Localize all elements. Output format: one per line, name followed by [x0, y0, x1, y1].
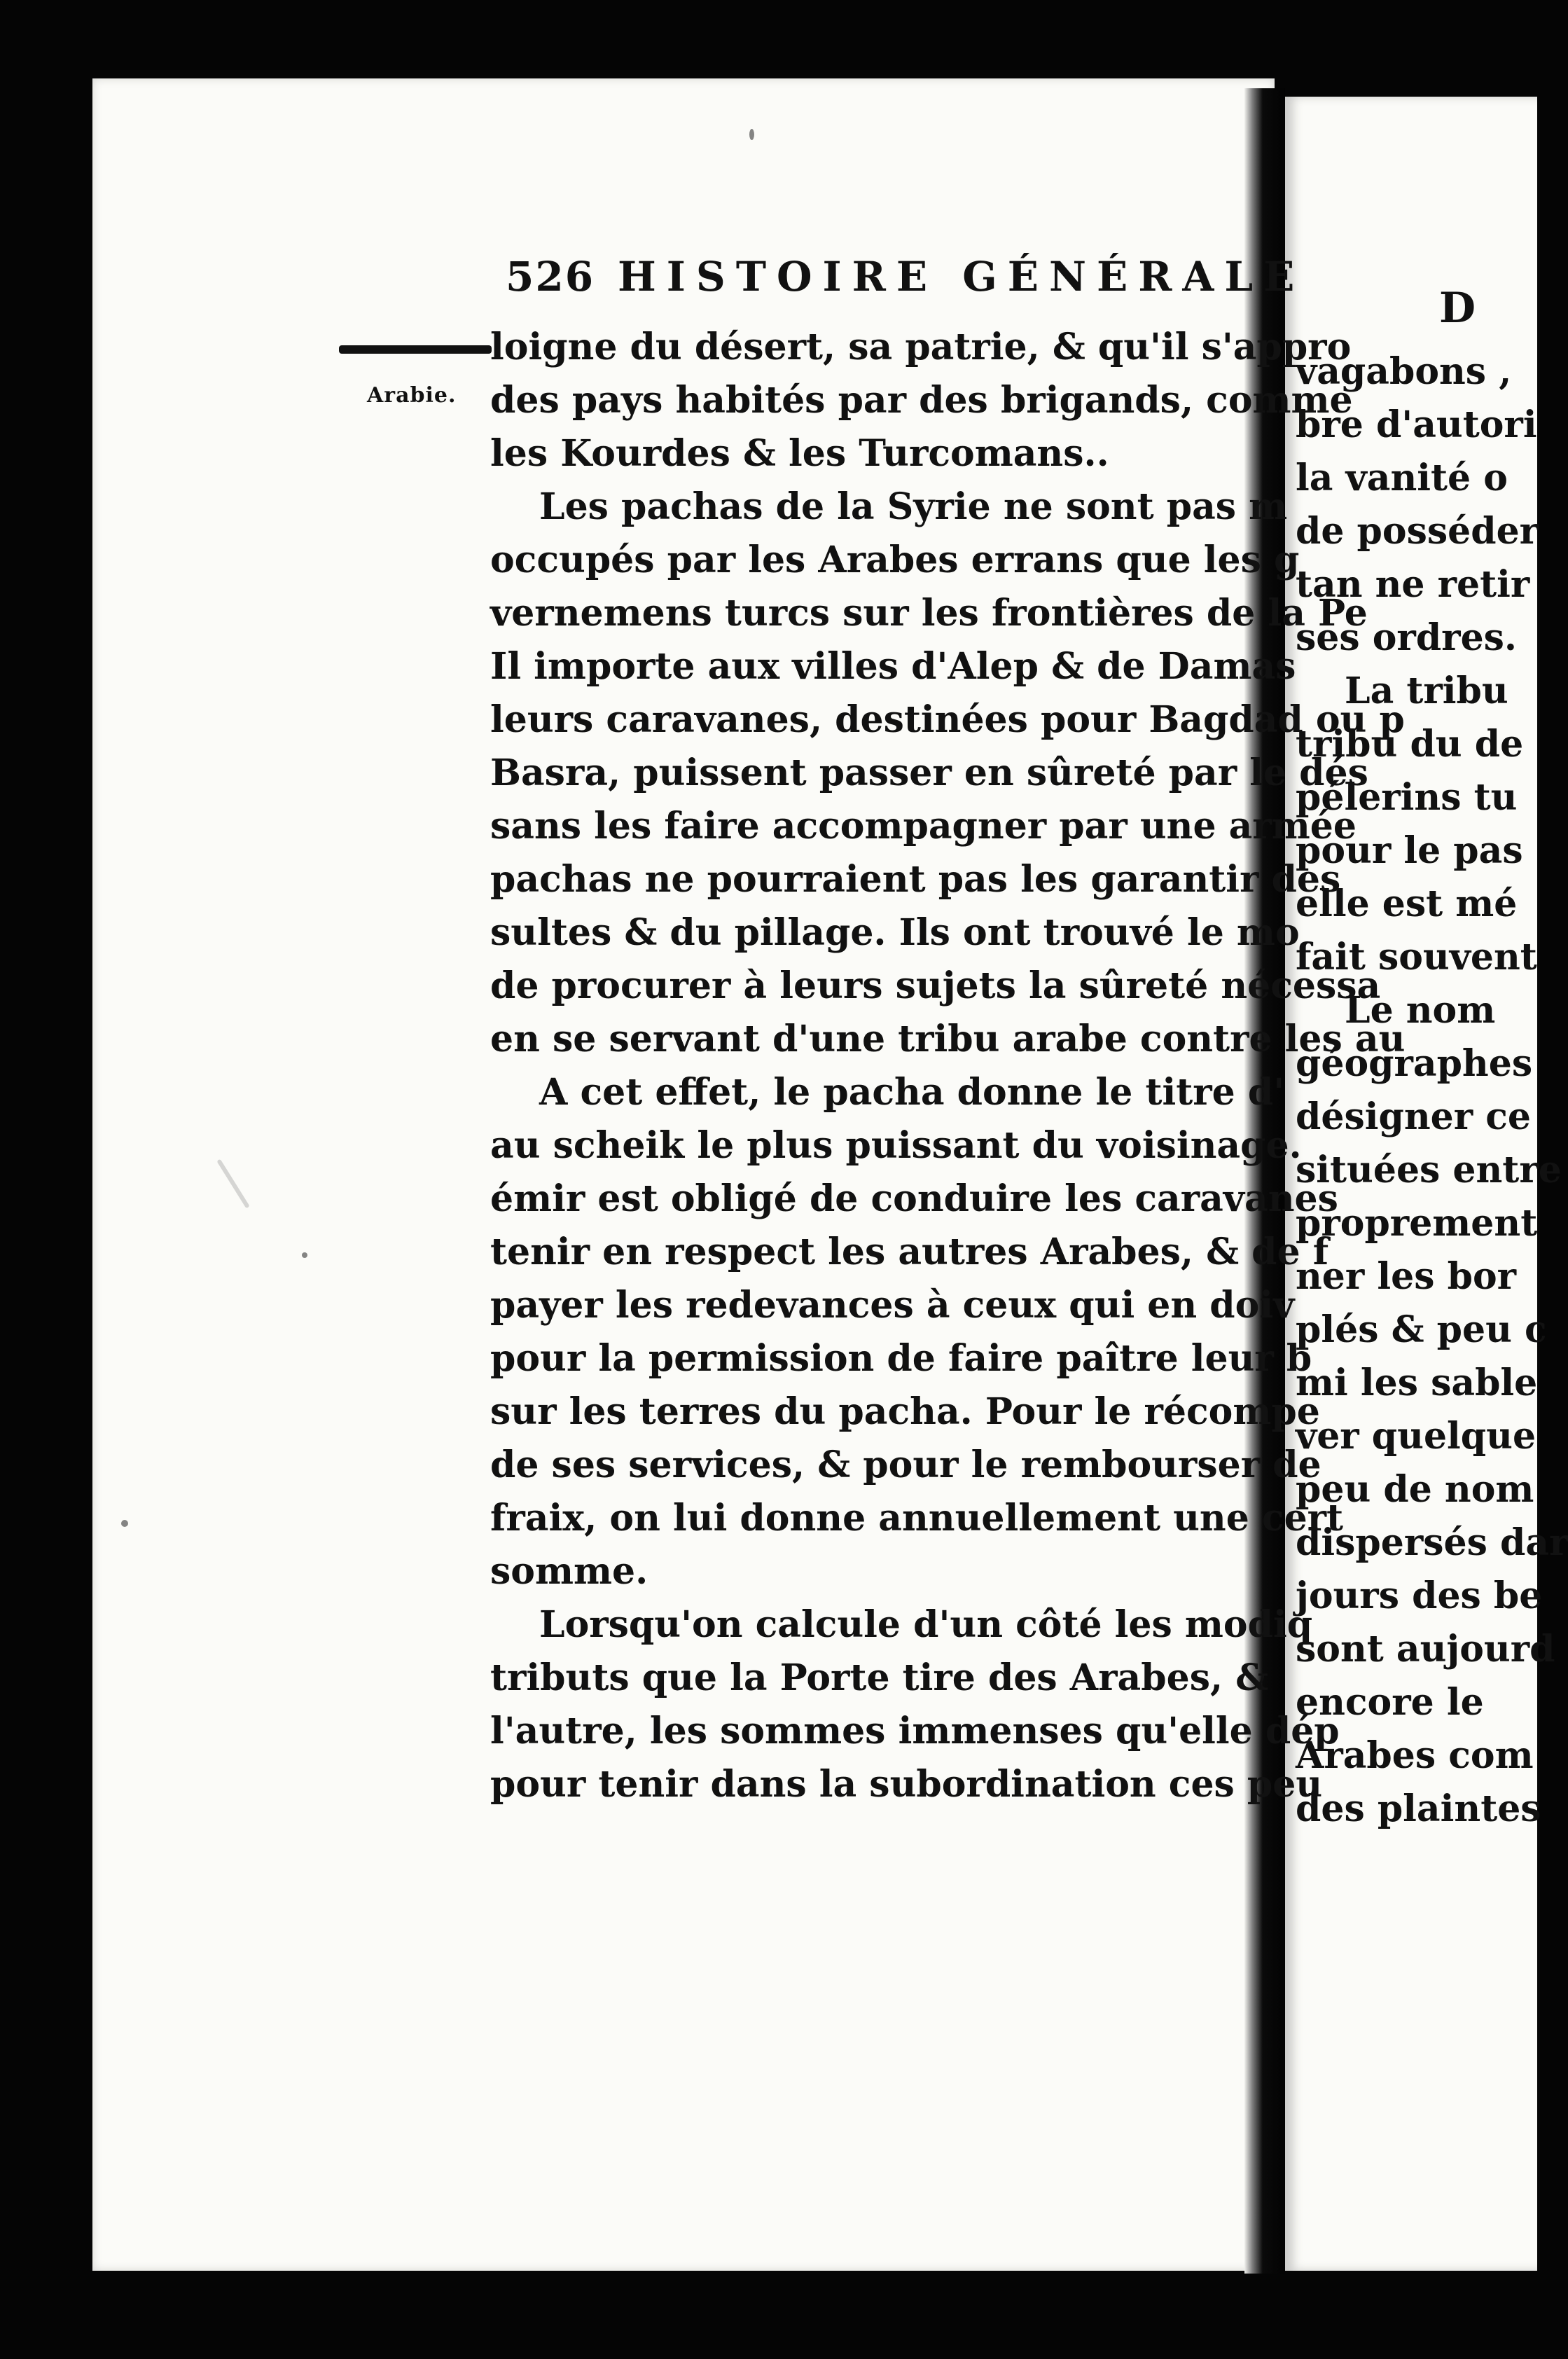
right-text-line: jours des be	[1296, 1575, 1543, 1617]
left-text-line: sans les faire accompagner par une armée	[490, 805, 1357, 848]
right-text-line: fait souvent	[1296, 936, 1537, 978]
right-text-line: la vanité o	[1296, 457, 1508, 499]
scan-speck	[749, 129, 754, 140]
left-text-line: A cet effet, le pacha donne le titre d'	[539, 1071, 1285, 1114]
right-text-line: tribu du de	[1296, 723, 1524, 766]
right-text-line: encore le	[1296, 1681, 1484, 1724]
left-text-line: Lorsqu'on calcule d'un côté les modiq	[539, 1603, 1313, 1646]
right-text-line: Le nom	[1345, 989, 1496, 1032]
scan-speck	[302, 1252, 307, 1258]
right-text-line: elle est mé	[1296, 883, 1518, 925]
right-text-line: pélerins tu	[1296, 776, 1518, 819]
right-text-line: vagabons ,	[1296, 350, 1512, 393]
left-text-line: Il importe aux villes d'Alep & de Damas	[490, 645, 1296, 688]
left-text-line: leurs caravanes, destinées pour Bagdad ou p	[490, 698, 1405, 741]
right-text-line: plés & peu c	[1296, 1308, 1547, 1351]
left-text-line: loigne du désert, sa patrie, & qu'il s'appro	[490, 326, 1352, 368]
right-page-text	[1296, 350, 1568, 1839]
right-text-line: ses ordres.	[1296, 616, 1518, 659]
left-text-line: tributs que la Porte tire des Arabes, &	[490, 1656, 1269, 1699]
right-text-line: désigner ce	[1296, 1095, 1531, 1138]
right-text-line: des plaintes	[1296, 1787, 1541, 1830]
scan-speck	[121, 1520, 128, 1527]
left-text-line: de procurer à leurs sujets la sûreté nécessa	[490, 964, 1381, 1007]
margin-rule	[339, 345, 492, 354]
left-text-line: en se servant d'une tribu arabe contre les au	[490, 1018, 1406, 1060]
left-text-line: somme.	[490, 1550, 648, 1593]
right-text-line: sont aujourd	[1296, 1628, 1555, 1670]
left-text-line: sultes & du pillage. Ils ont trouvé le mo	[490, 911, 1300, 954]
left-text-line: vernemens turcs sur les frontières de la Pe	[490, 592, 1368, 635]
right-text-line: proprement	[1296, 1202, 1538, 1245]
left-text-line: tenir en respect les autres Arabes, & de f	[490, 1231, 1329, 1273]
right-text-line: ner les bor	[1296, 1255, 1517, 1298]
right-text-line: situées entre	[1296, 1149, 1562, 1191]
left-text-line: sur les terres du pacha. Pour le récompe	[490, 1390, 1320, 1433]
left-text-line: pour la permission de faire paître leur b	[490, 1337, 1312, 1380]
left-text-line: pachas ne pourraient pas les garantir des	[490, 858, 1341, 901]
left-text-line: payer les redevances à ceux qui en doiv	[490, 1284, 1295, 1327]
left-text-line: Basra, puissent passer en sûreté par le dés	[490, 752, 1368, 794]
right-text-line: peu de nom	[1296, 1468, 1534, 1511]
right-text-line: tan ne retir	[1296, 563, 1530, 606]
left-text-line: des pays habités par des brigands, comme	[490, 379, 1353, 422]
left-text-line: les Kourdes & les Turcomans..	[490, 432, 1109, 475]
left-text-line: de ses services, & pour le rembourser de	[490, 1444, 1321, 1486]
left-text-line: fraix, on lui donne annuellement une cert	[490, 1497, 1344, 1540]
left-text-line: occupés par les Arabes errans que les g	[490, 539, 1300, 581]
page-number: 526	[506, 253, 595, 300]
left-text-line: émir est obligé de conduire les caravanes	[490, 1177, 1338, 1220]
left-text-line: Les pachas de la Syrie ne sont pas m	[539, 485, 1288, 528]
left-text-line: au scheik le plus puissant du voisinage.	[490, 1124, 1302, 1167]
right-text-line: La tribu	[1345, 670, 1508, 712]
right-text-line: bre d'autori	[1296, 403, 1537, 446]
right-running-head: D	[1439, 284, 1476, 333]
right-text-line: pour le pas	[1296, 829, 1523, 872]
right-text-line: dispersés dar	[1296, 1521, 1568, 1564]
right-text-line: Arabes com	[1296, 1734, 1534, 1777]
running-head: HISTOIRE GÉNÉRALE	[618, 253, 1305, 300]
right-text-line: ver quelque	[1296, 1415, 1536, 1458]
right-text-line: géographes	[1296, 1042, 1533, 1085]
left-text-line: l'autre, les sommes immenses qu'elle dép	[490, 1710, 1340, 1752]
right-text-line: de posséder	[1296, 510, 1539, 553]
left-text-line: pour tenir dans la subordination ces peu	[490, 1763, 1323, 1806]
right-text-line: mi les sable	[1296, 1362, 1538, 1404]
margin-note: Arabie.	[367, 383, 457, 408]
